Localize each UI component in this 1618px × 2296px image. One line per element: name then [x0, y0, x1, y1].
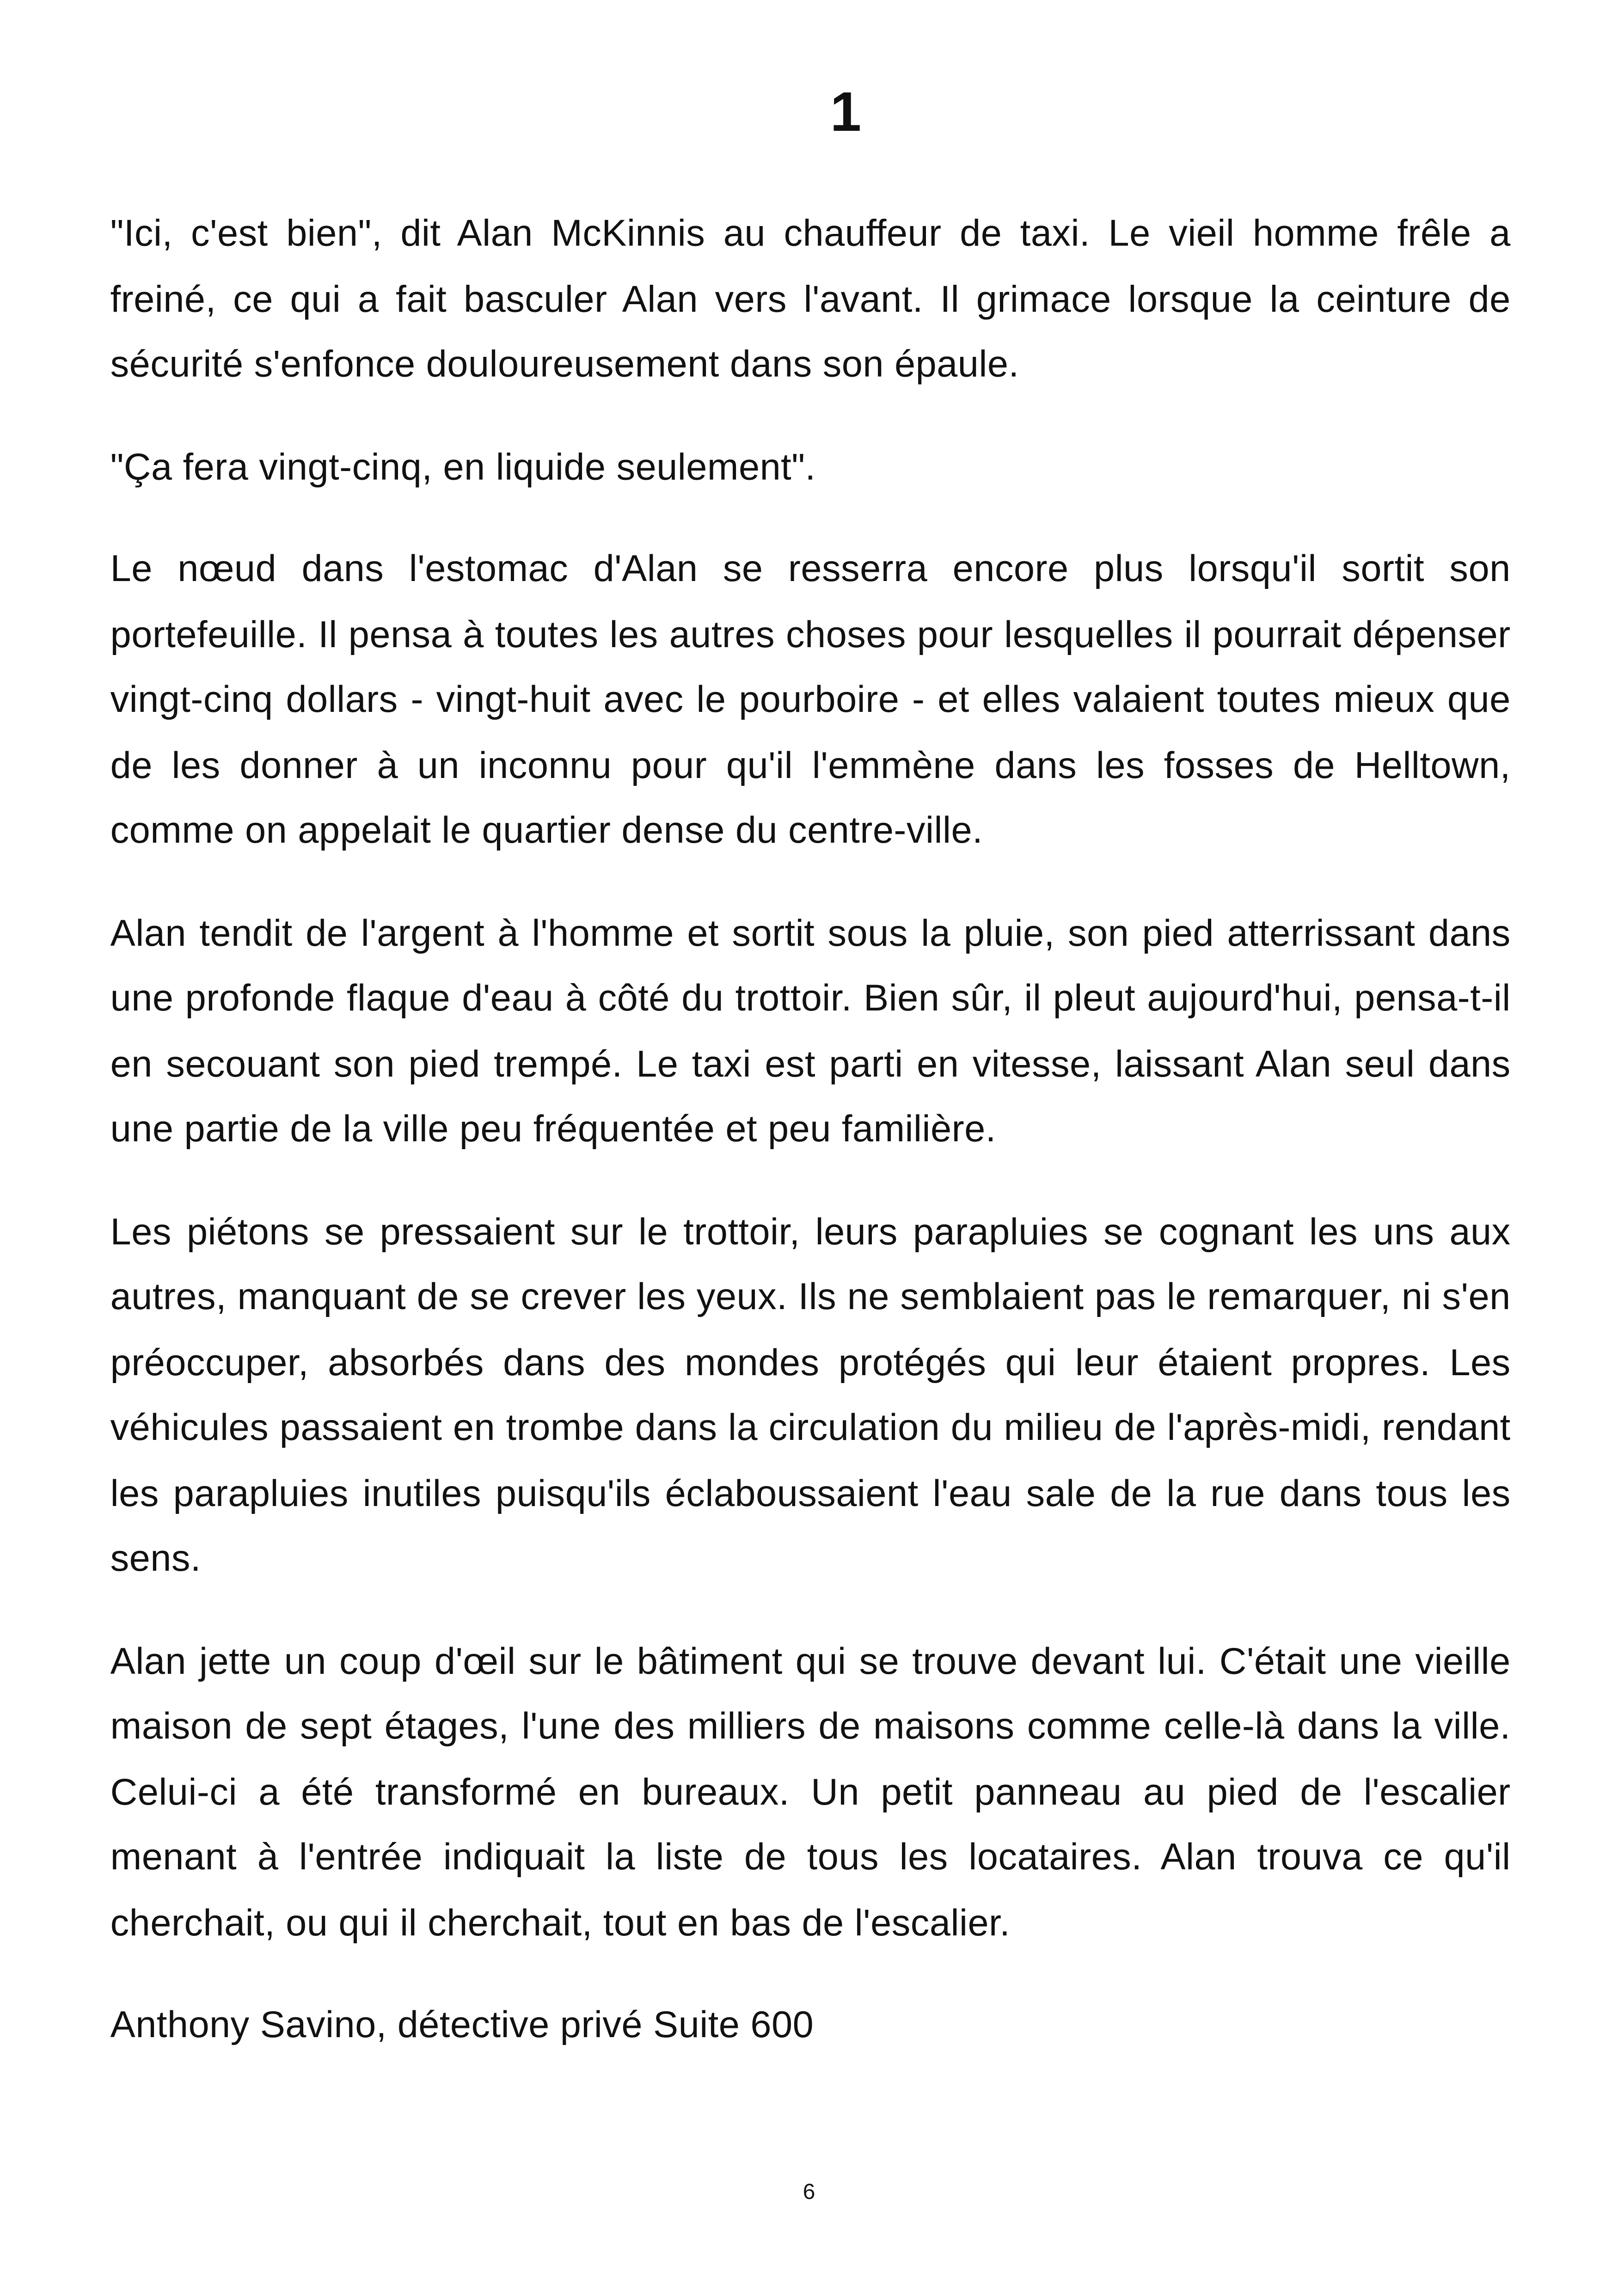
chapter-body	[110, 202, 1511, 2058]
paragraph: Alan jette un coup d'œil sur le bâtiment qui se trouve devant lui. C'était une vieille maison de sept étages, l'une des milliers de maisons comme celle-là dans la ville. Celui-ci a été transformé en bureaux. Un petit panneau au pied de l'escalier menant à l'entrée indiquait la liste de tous les locataires. Alan trouva ce qu'il cherchait, ou qui il cherchait, tout en bas de l'escalier.	[110, 1641, 1511, 1944]
chapter-number: 1	[830, 82, 862, 144]
paragraph: "Ici, c'est bien", dit Alan McKinnis au chauffeur de taxi. Le vieil homme frêle a freiné, ce qui a fait basculer Alan vers l'avant. Il grimace lorsque la ceinture de sécurité s'enfonce douloureusement dans son épaule.	[110, 213, 1511, 386]
paragraph: "Ça fera vingt-cinq, en liquide seulement".	[110, 446, 816, 488]
paragraph: Les piétons se pressaient sur le trottoir, leurs parapluies se cognant les uns aux autres, manquant de se crever les yeux. Ils ne semblaient pas le remarquer, ni s'en préoccuper, absorbés dans des mondes protégés qui leur étaient propres. Les véhicules passaient en trombe dans la circulation du milieu de l'après-midi, rendant les parapluies inutiles puisqu'ils éclaboussaient l'eau sale de la rue dans tous les sens.	[110, 1211, 1511, 1580]
paragraph: Le nœud dans l'estomac d'Alan se resserra encore plus lorsqu'il sortit son portefeuille. Il pensa à toutes les autres choses pour lesquelles il pourrait dépenser vingt-cinq dollars - vingt-huit avec le pourboire - et elles valaient toutes mieux que de les donner à un inconnu pour qu'il l'emmène dans les fosses de Helltown, comme on appelait le quartier dense du centre-ville.	[110, 548, 1511, 852]
paragraph: Anthony Savino, détective privé Suite 600	[110, 2004, 814, 2046]
paragraph: Alan tendit de l'argent à l'homme et sortit sous la pluie, son pied atterrissant dans une profonde flaque d'eau à côté du trottoir. Bien sûr, il pleut aujourd'hui, pensa-t-il en secouant son pied trempé. Le taxi est parti en vitesse, laissant Alan seul dans une partie de la ville peu fréquentée et peu familière.	[110, 912, 1511, 1151]
page-number: 6	[803, 2180, 815, 2205]
